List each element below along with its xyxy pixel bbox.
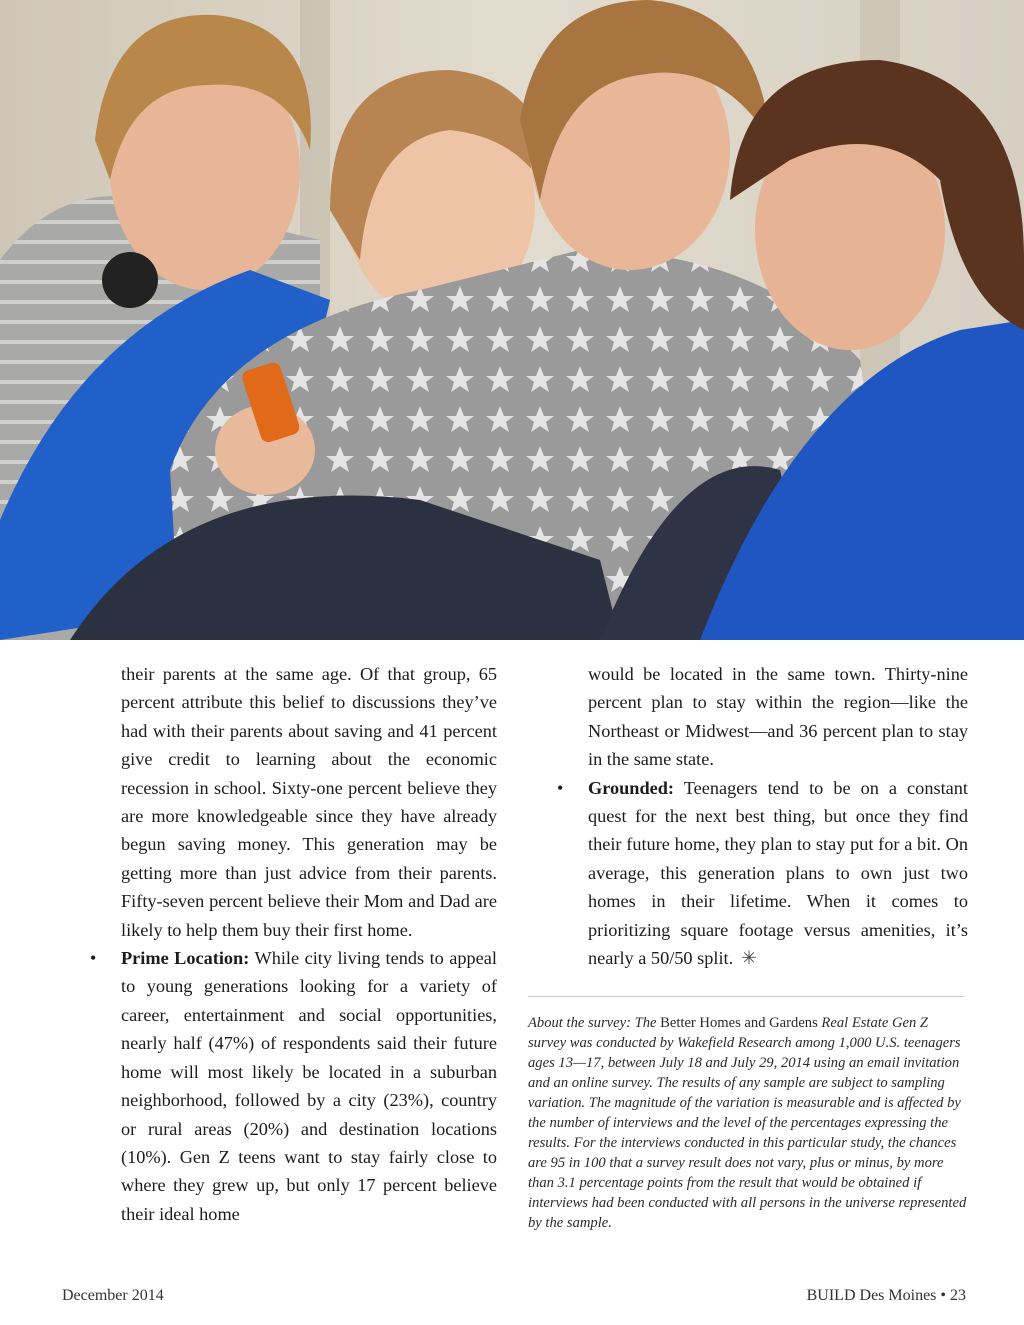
end-mark-icon: ✳ [741,948,757,969]
survey-note-part3: Real Estate Gen Z survey was conducted by Wakefield Research among 1,000 U.S. teenagers ages 13—17, between July 18 and July 29, 2014 using an email invitation and an online survey. The results of any sample are subject to sampling variation. The magnitude of the variation is measurable and is affected by the number of interviews and the level of the percentages expressing the results. For the interviews conducted in this particular study, the chances are 95 in 100 that a survey result does not vary, plus or minus, by more than 3.1 percentage points from the result that would be obtained if interviews had been conducted with all persons in the universe represented by the sample. [528,1015,967,1231]
bullet-dot: • [90,948,97,969]
bullet-dot: • [557,777,564,798]
footer-publication-page: BUILD Des Moines • 23 [806,1287,966,1304]
bullet-text-grounded: Teenagers tend to be on a constant quest for the next best thing, but once they find their future home, they plan to stay put for a bit. On average, this generation plans to own just two homes in their lifetime. When it comes to prioritizing square footage versus amenities, it’s nearly a 50/50 split. [588,777,968,969]
bullet-grounded [557,774,968,973]
survey-divider [528,996,964,997]
teens-looking-at-phone-photo [0,0,1024,640]
left-text-column [90,660,497,1228]
left-intro-paragraph: their parents at the same age. Of that group, 65 percent attribute this belief to discussions they’ve had with their parents about saving and 41 percent give credit to learning about the economic recession in school. Sixty-one percent believe they are more knowledgeable since they have already begun saving money. This generation may be getting more than just advice from their parents. Fifty-seven percent believe their Mom and Dad are likely to help them buy their first home. [121,664,497,940]
bullet-label-prime-location: Prime Location: [121,948,250,969]
right-intro-paragraph: would be located in the same town. Thirty-nine percent plan to stay within the region—like the Northeast or Midwest—and 36 percent plan to stay in the same state. [588,664,968,770]
bullet-text-prime-location: While city living tends to appeal to young generations looking for a variety of career, entertainment and social opportunities, nearly half (47%) of respondents said their future home will most likely be located in a suburban neighborhood, followed by a city (23%), country or rural areas (20%) and destination locations (10%). Gen Z teens want to stay fairly close to where they grew up, but only 17 percent believe their ideal home [121,948,497,1224]
survey-note-part2: Better Homes and Gardens [660,1015,822,1031]
survey-note-part1: About the survey: The [528,1015,661,1031]
footer-date: December 2014 [62,1287,164,1304]
bullet-prime-location [90,944,497,1228]
survey-note [528,1013,968,1233]
right-text-column [557,660,968,972]
bullet-label-grounded: Grounded: [588,777,675,798]
